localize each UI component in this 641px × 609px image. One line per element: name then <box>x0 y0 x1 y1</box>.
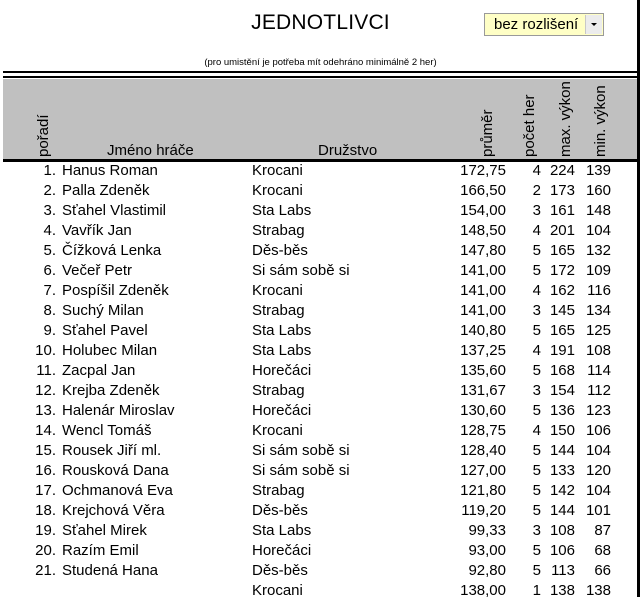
divider <box>3 76 638 78</box>
cell-max: 165 <box>549 242 575 259</box>
cell-rank: 10. <box>35 342 56 359</box>
cell-rank: 16. <box>35 462 56 479</box>
cell-min: 120 <box>585 462 611 479</box>
cell-team: Strabag <box>252 382 305 399</box>
cell-max: 172 <box>549 262 575 279</box>
cell-rank: 15. <box>35 442 56 459</box>
cell-max: 144 <box>549 502 575 519</box>
table-row <box>0 401 641 421</box>
cell-player-name: Sťahel Pavel <box>62 322 148 339</box>
cell-player-name: Palla Zdeněk <box>62 182 150 199</box>
cell-average: 128,40 <box>460 442 506 459</box>
cell-player-name: Hanus Roman <box>62 162 158 179</box>
cell-team: Horečáci <box>252 542 312 559</box>
cell-min: 104 <box>585 482 611 499</box>
cell-team: Krocani <box>252 182 303 199</box>
cell-player-name: Holubec Milan <box>62 342 158 359</box>
cell-average: 137,25 <box>460 342 506 359</box>
page-title: JEDNOTLIVCI <box>251 11 390 34</box>
cell-min: 68 <box>594 542 611 559</box>
table-row <box>0 561 641 581</box>
table-row <box>0 541 641 561</box>
cell-rank: 3. <box>43 202 56 219</box>
cell-min: 125 <box>585 322 611 339</box>
cell-team: Sta Labs <box>252 522 312 539</box>
cell-rank: 4. <box>43 222 56 239</box>
cell-rank: 21. <box>35 562 56 579</box>
column-header-max: max. výkon <box>557 81 574 157</box>
cell-average: 135,60 <box>460 362 506 379</box>
cell-games: 2 <box>532 182 541 199</box>
cell-team: Horečáci <box>252 402 312 419</box>
table-row <box>0 201 641 221</box>
table-row <box>0 301 641 321</box>
cell-player-name: Razím Emil <box>62 542 139 559</box>
cell-min: 104 <box>585 222 611 239</box>
cell-games: 4 <box>532 162 541 179</box>
cell-player-name: Čížková Lenka <box>62 242 162 259</box>
cell-max: 191 <box>549 342 575 359</box>
cell-max: 133 <box>549 462 575 479</box>
filter-dropdown-value: bez rozlišení <box>494 16 579 33</box>
cell-games: 5 <box>532 262 541 279</box>
cell-average: 128,75 <box>460 422 506 439</box>
cell-games: 5 <box>532 482 541 499</box>
column-header-team: Družstvo <box>318 142 378 159</box>
cell-player-name: Halenár Miroslav <box>62 402 175 419</box>
cell-team: Sta Labs <box>252 322 312 339</box>
table-row <box>0 341 641 361</box>
cell-max: 144 <box>549 442 575 459</box>
cell-average: 93,00 <box>468 542 506 559</box>
cell-average: 141,00 <box>460 282 506 299</box>
cell-player-name: Krejba Zdeněk <box>62 382 160 399</box>
cell-min: 134 <box>585 302 611 319</box>
column-header-average: průměr <box>479 109 496 157</box>
table-row <box>0 361 641 381</box>
cell-average: 148,50 <box>460 222 506 239</box>
column-header-rank: pořadí <box>35 114 52 157</box>
cell-max: 201 <box>549 222 575 239</box>
column-header-min: min. výkon <box>592 85 609 157</box>
filter-dropdown[interactable] <box>484 13 604 36</box>
cell-rank: 18. <box>35 502 56 519</box>
cell-average: 92,80 <box>468 562 506 579</box>
chevron-down-icon[interactable] <box>585 15 602 34</box>
cell-team: Si sám sobě si <box>252 442 350 459</box>
cell-games: 3 <box>532 302 541 319</box>
cell-min: 148 <box>585 202 611 219</box>
cell-team: Strabag <box>252 482 305 499</box>
cell-average: 127,00 <box>460 462 506 479</box>
cell-games: 3 <box>532 522 541 539</box>
cell-player-name: Studená Hana <box>62 562 158 579</box>
cell-max: 162 <box>549 282 575 299</box>
cell-team: Děs-běs <box>252 502 308 519</box>
cell-min: 116 <box>587 282 611 299</box>
cell-average: 140,80 <box>460 322 506 339</box>
cell-average: 119,20 <box>461 502 506 519</box>
cell-games: 5 <box>532 562 541 579</box>
cell-games: 5 <box>532 442 541 459</box>
cell-team: Strabag <box>252 302 305 319</box>
cell-team: Sta Labs <box>252 202 312 219</box>
cell-team: Děs-běs <box>252 242 308 259</box>
cell-games: 4 <box>532 422 541 439</box>
cell-min: 109 <box>585 262 611 279</box>
cell-min: 160 <box>585 182 611 199</box>
cell-min: 132 <box>585 242 611 259</box>
cell-rank: 6. <box>43 262 56 279</box>
table-row <box>0 441 641 461</box>
table-row <box>0 521 641 541</box>
qualification-note: (pro umistění je potřeba mít odehráno minimálně 2 her) <box>204 57 437 68</box>
table-row <box>0 461 641 481</box>
cell-min: 101 <box>585 502 611 519</box>
cell-max: 108 <box>549 522 575 539</box>
cell-team: Si sám sobě si <box>252 462 350 479</box>
cell-games: 3 <box>532 202 541 219</box>
cell-min: 138 <box>585 582 611 599</box>
cell-max: 161 <box>549 202 575 219</box>
cell-max: 168 <box>549 362 575 379</box>
cell-max: 136 <box>549 402 575 419</box>
cell-games: 5 <box>532 242 541 259</box>
cell-games: 5 <box>532 542 541 559</box>
cell-team: Děs-běs <box>252 562 308 579</box>
table-row <box>0 261 641 281</box>
cell-rank: 9. <box>43 322 56 339</box>
cell-rank: 20. <box>35 542 56 559</box>
table-row <box>0 321 641 341</box>
cell-team: Horečáci <box>252 362 312 379</box>
cell-max: 224 <box>549 162 575 179</box>
cell-rank: 17. <box>35 482 56 499</box>
table-row <box>0 581 641 601</box>
cell-max: 150 <box>549 422 575 439</box>
cell-min: 139 <box>585 162 611 179</box>
cell-max: 106 <box>549 542 575 559</box>
cell-average: 147,80 <box>460 242 506 259</box>
table-row <box>0 161 641 181</box>
cell-min: 87 <box>594 522 611 539</box>
cell-min: 123 <box>585 402 611 419</box>
cell-games: 5 <box>532 402 541 419</box>
column-header-name: Jméno hráče <box>107 142 194 159</box>
cell-player-name: Zacpal Jan <box>62 362 136 379</box>
cell-games: 1 <box>532 582 541 599</box>
cell-average: 130,60 <box>460 402 506 419</box>
cell-min: 104 <box>585 442 611 459</box>
cell-average: 121,80 <box>460 482 506 499</box>
cell-average: 141,00 <box>460 302 506 319</box>
cell-average: 172,75 <box>460 162 506 179</box>
cell-rank: 14. <box>35 422 56 439</box>
cell-player-name: Ochmanová Eva <box>62 482 173 499</box>
cell-rank: 12. <box>35 382 56 399</box>
cell-team: Krocani <box>252 422 303 439</box>
cell-max: 145 <box>549 302 575 319</box>
cell-games: 5 <box>532 322 541 339</box>
cell-player-name: Krejchová Věra <box>62 502 165 519</box>
cell-games: 5 <box>532 462 541 479</box>
cell-team: Krocani <box>252 582 303 599</box>
cell-games: 4 <box>532 342 541 359</box>
cell-average: 141,00 <box>460 262 506 279</box>
cell-rank: 19. <box>35 522 56 539</box>
cell-team: Strabag <box>252 222 305 239</box>
cell-player-name: Večeř Petr <box>62 262 133 279</box>
cell-min: 112 <box>587 382 611 399</box>
table-row <box>0 181 641 201</box>
cell-rank: 7. <box>43 282 56 299</box>
cell-rank: 11. <box>36 362 56 379</box>
divider <box>3 71 638 73</box>
cell-average: 131,67 <box>460 382 506 399</box>
cell-player-name: Vavřík Jan <box>62 222 132 239</box>
cell-games: 4 <box>532 222 541 239</box>
cell-team: Sta Labs <box>252 342 312 359</box>
table-row <box>0 501 641 521</box>
table-row <box>0 281 641 301</box>
cell-max: 142 <box>549 482 575 499</box>
cell-min: 114 <box>587 362 611 379</box>
cell-rank: 2. <box>43 182 56 199</box>
cell-rank: 1. <box>43 162 56 179</box>
cell-team: Krocani <box>252 162 303 179</box>
cell-min: 106 <box>585 422 611 439</box>
cell-player-name: Wencl Tomáš <box>62 422 152 439</box>
results-table <box>0 161 641 601</box>
column-header-games: počet her <box>521 94 538 157</box>
table-row <box>0 381 641 401</box>
cell-games: 4 <box>532 282 541 299</box>
cell-average: 99,33 <box>468 522 506 539</box>
cell-team: Si sám sobě si <box>252 262 350 279</box>
cell-player-name: Sťahel Mirek <box>62 522 147 539</box>
cell-max: 113 <box>551 562 575 579</box>
table-row <box>0 221 641 241</box>
cell-games: 5 <box>532 362 541 379</box>
cell-min: 66 <box>594 562 611 579</box>
cell-max: 173 <box>549 182 575 199</box>
cell-player-name: Sťahel Vlastimil <box>62 202 166 219</box>
cell-player-name: Rousek Jiří ml. <box>62 442 162 459</box>
cell-games: 5 <box>532 502 541 519</box>
cell-min: 108 <box>585 342 611 359</box>
cell-average: 138,00 <box>460 582 506 599</box>
cell-rank: 5. <box>43 242 56 259</box>
cell-player-name: Suchý Milan <box>62 302 144 319</box>
cell-max: 154 <box>549 382 575 399</box>
cell-games: 3 <box>532 382 541 399</box>
cell-player-name: Rousková Dana <box>62 462 169 479</box>
cell-max: 138 <box>549 582 575 599</box>
cell-player-name: Pospíšil Zdeněk <box>62 282 169 299</box>
cell-rank: 8. <box>43 302 56 319</box>
table-row <box>0 241 641 261</box>
cell-rank: 13. <box>35 402 56 419</box>
table-row <box>0 421 641 441</box>
cell-team: Krocani <box>252 282 303 299</box>
cell-average: 154,00 <box>460 202 506 219</box>
table-row <box>0 481 641 501</box>
cell-average: 166,50 <box>460 182 506 199</box>
cell-max: 165 <box>549 322 575 339</box>
